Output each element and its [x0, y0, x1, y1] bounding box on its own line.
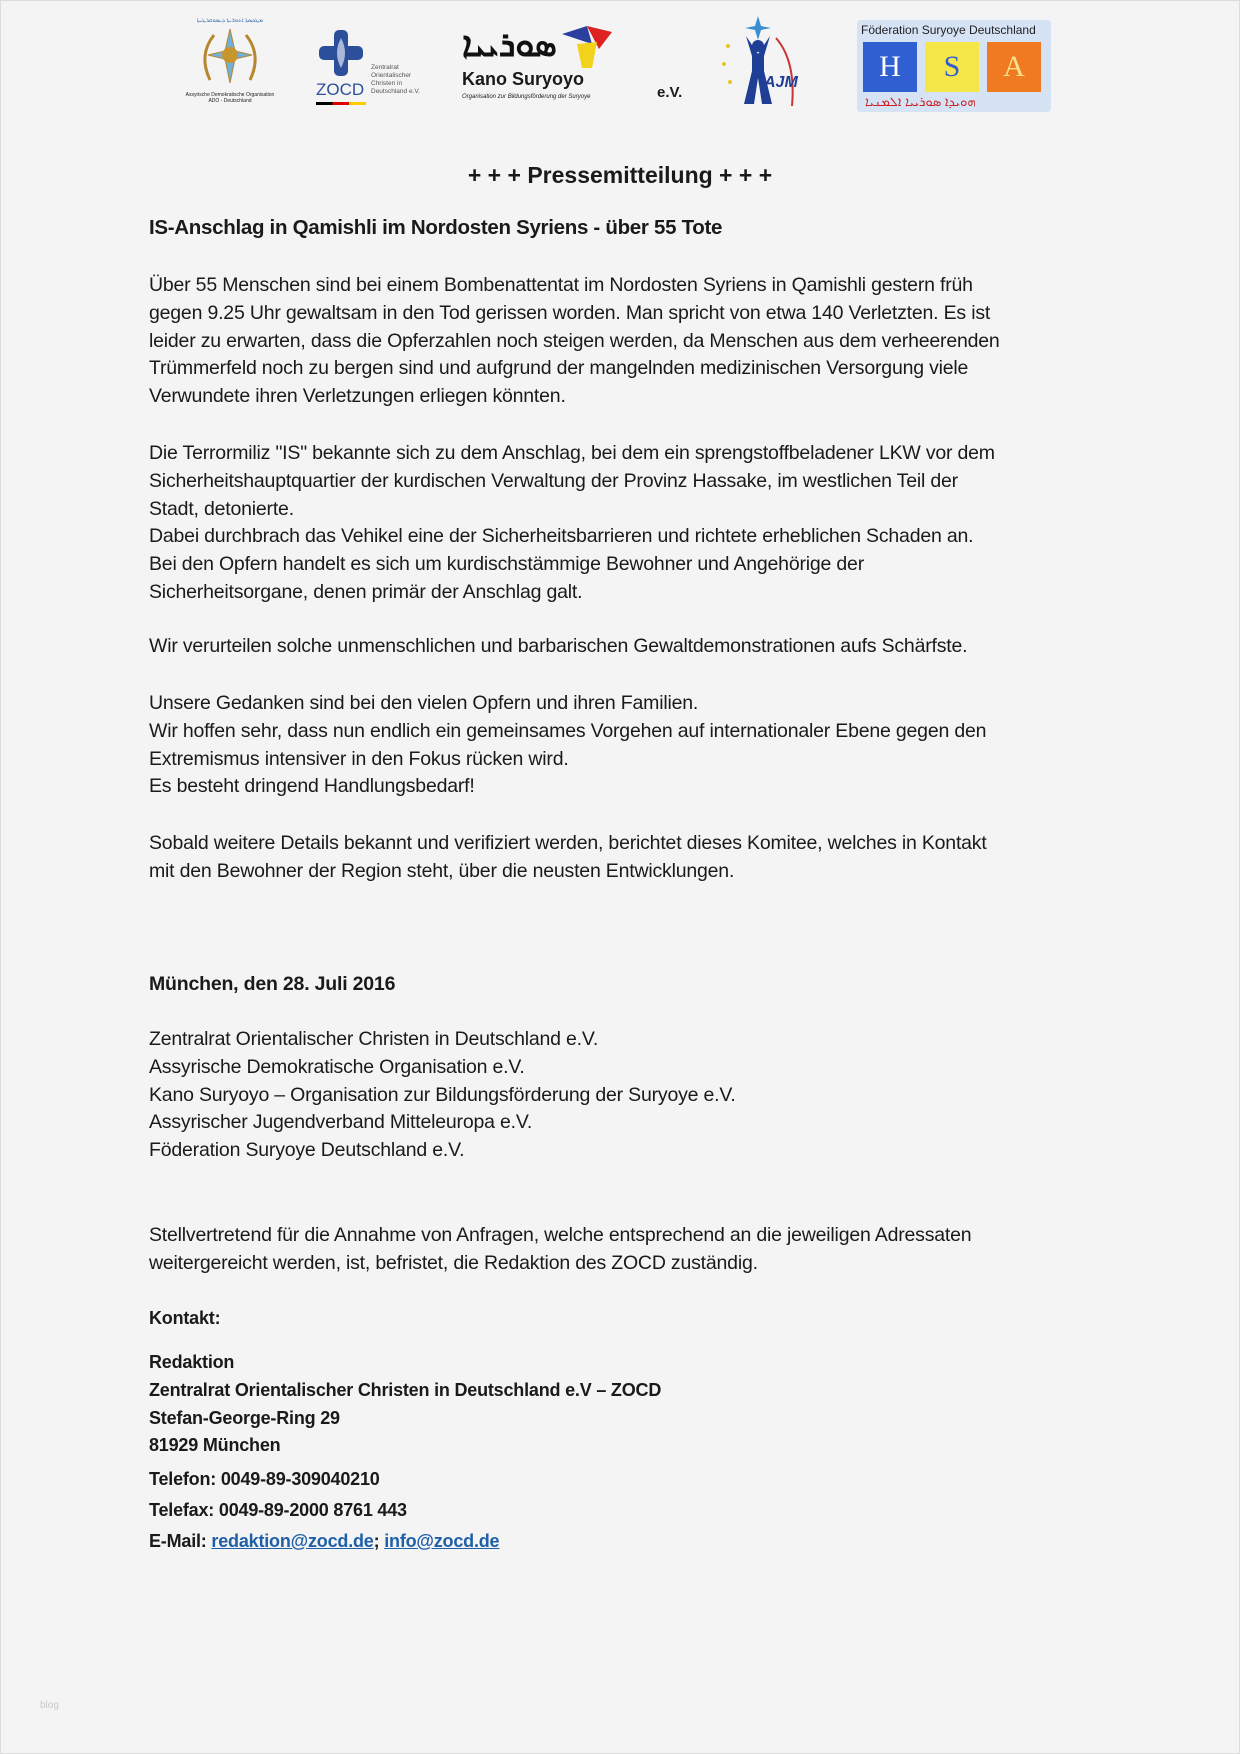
email-separator: ; — [373, 1531, 380, 1551]
text-line: Bei den Opfern handelt es sich um kurdischstämmige Bewohner und Angehörige der — [149, 553, 864, 576]
email-link-info[interactable]: info@zocd.de — [384, 1531, 500, 1551]
address-line: Stefan-George-Ring 29 — [149, 1407, 340, 1428]
address-line: Zentralrat Orientalischer Christen in Deutschland e.V – ZOCD — [149, 1379, 662, 1400]
kano-script: ܣܘܪܝܝܐ — [462, 26, 557, 64]
ado-caption-1: Assyrische Demokratische Organisation — [185, 92, 275, 98]
organization-item: Kano Suryoyo – Organisation zur Bildungsförderung der Suryoye e.V. — [149, 1083, 736, 1106]
contact-address — [149, 1349, 661, 1460]
text-line: Trümmerfeld noch zu bergen sind und aufgrund der mangelnden medizinischen Versorgung viele — [149, 357, 969, 380]
paragraph-5 — [149, 830, 987, 886]
press-release-title: + + + Pressemitteilung + + + — [467, 162, 773, 188]
organization-item: Föderation Suryoye Deutschland e.V. — [149, 1139, 465, 1162]
hsa-title: Föderation Suryoye Deutschland — [861, 23, 1036, 37]
ado-logo — [180, 18, 280, 112]
zocd-acronym: ZOCD — [316, 80, 365, 99]
text-line: Wir verurteilen solche unmenschlichen und barbarischen Gewaltdemonstrationen aufs Schärfste. — [149, 635, 968, 657]
hsa-letter-s: S — [925, 42, 979, 92]
zocd-flag-bar — [316, 102, 366, 105]
text-line: Extremismus intensiver in den Fokus rücken wird. — [149, 747, 569, 770]
zocd-name-line: Christen in — [371, 80, 403, 87]
email-line — [149, 1526, 499, 1557]
hsa-logo — [857, 20, 1051, 112]
zocd-cross-icon — [319, 30, 363, 76]
kano-name: Kano Suryoyo — [462, 69, 585, 89]
paragraph-2 — [149, 440, 995, 607]
date-text: München, den 28. Juli 2016 — [149, 973, 396, 995]
kano-tagline: Organisation zur Bildungsförderung der Suryoye — [462, 94, 591, 100]
address-line: Redaktion — [149, 1352, 235, 1372]
ajm-figure-icon — [716, 16, 808, 110]
phone-number: Telefon: 0049-89-309040210 — [149, 1469, 380, 1489]
text-line: Wir hoffen sehr, dass nun endlich ein gemeinsames Vorgehen auf internationaler Ebene gegen den — [149, 719, 987, 742]
ado-caption-2: ADO - Deutschland — [208, 98, 252, 104]
text-line: Sobald weitere Details bekannt und verifiziert werden, berichtet dieses Komitee, welches in Kontakt — [149, 832, 987, 854]
kano-suryoyo-logo — [462, 24, 692, 110]
email-label: E-Mail: — [149, 1531, 207, 1551]
paragraph-1 — [149, 272, 1000, 411]
text-line: Unsere Gedanken sind bei den vielen Opfern und ihren Familien. — [149, 692, 699, 714]
text-line: Die Terrormiliz "IS" bekannte sich zu dem Anschlag, bei dem ein sprengstoffbeladener LKW vor dem — [149, 442, 995, 464]
zocd-name-line: Orientalischer — [371, 72, 412, 79]
headline: IS-Anschlag in Qamishli im Nordosten Syriens - über 55 Tote — [149, 216, 723, 239]
zocd-name-line: Deutschland e.V. — [371, 88, 420, 95]
address-line: 81929 München — [149, 1435, 281, 1456]
hsa-letter-h: H — [863, 42, 917, 92]
text-line: leider zu erwarten, dass die Opferzahlen noch steigen werden, da Menschen aus dem verheerenden — [149, 329, 1000, 352]
ado-script-text: ܡܛܟܣܬܐ ܐܬܘܪܝܬܐ ܕܝܡܘܩܪܛܝܬܐ — [196, 18, 264, 24]
hsa-script: ܗܘܝܕܐ ܣܘܪܝܝܐ ܐܠܡܢܝܐ — [865, 94, 976, 109]
text-line: Über 55 Menschen sind bei einem Bombenattentat im Nordosten Syriens in Qamishli gestern früh — [149, 274, 973, 296]
ado-emblem-icon — [180, 25, 280, 87]
zocd-name-line: Zentralrat — [371, 64, 399, 71]
text-line: gegen 9.25 Uhr gewaltsam in den Tod gerissen worden. Man spricht von etwa 140 Verletzten. Es ist — [149, 301, 991, 324]
text-line: Verwundete ihren Verletzungen erliegen könnten. — [149, 385, 566, 408]
organization-item: Assyrische Demokratische Organisation e.V. — [149, 1055, 525, 1078]
contact-label — [149, 1305, 220, 1333]
kano-hands-icon — [557, 24, 617, 70]
organizations-list — [149, 1026, 736, 1165]
paragraph-3 — [149, 633, 967, 661]
contact-numbers — [149, 1464, 499, 1557]
organization-item: Zentralrat Orientalischer Christen in Deutschland e.V. — [149, 1028, 599, 1050]
email-link-redaktion[interactable]: redaktion@zocd.de — [211, 1531, 374, 1551]
ajm-letters: AJM — [764, 74, 798, 91]
text-line: Stadt, detonierte. — [149, 497, 294, 520]
text-line: weitergereicht werden, ist, befristet, die Redaktion des ZOCD zuständig. — [149, 1251, 758, 1274]
responsibility-note — [149, 1222, 971, 1278]
ajm-logo — [716, 16, 808, 110]
text-line: Es besteht dringend Handlungsbedarf! — [149, 775, 475, 798]
text-line: mit den Bewohner der Region steht, über die neusten Entwicklungen. — [149, 859, 735, 882]
watermark: blog — [40, 1700, 59, 1711]
kano-suffix: e.V. — [657, 84, 683, 101]
text-line: Sicherheitshauptquartier der kurdischen Verwaltung der Provinz Hassake, im westlichen Teil der — [149, 469, 958, 492]
text-line: Dabei durchbrach das Vehikel eine der Sicherheitsbarrieren und richtete erheblichen Schaden an. — [149, 525, 974, 548]
text-line: Sicherheitsorgane, denen primär der Anschlag galt. — [149, 580, 583, 603]
contact-heading: Kontakt: — [149, 1308, 221, 1328]
text-line: Stellvertretend für die Annahme von Anfragen, welche entsprechend an die jeweiligen Adressaten — [149, 1224, 972, 1246]
fax-number: Telefax: 0049-89-2000 8761 443 — [149, 1500, 407, 1520]
zocd-name — [371, 64, 420, 96]
date-line — [149, 971, 395, 999]
paragraph-4 — [149, 690, 986, 801]
organization-item: Assyrischer Jugendverband Mitteleuropa e.V. — [149, 1111, 533, 1134]
zocd-logo — [316, 30, 446, 110]
hsa-letter-a: A — [987, 42, 1041, 92]
